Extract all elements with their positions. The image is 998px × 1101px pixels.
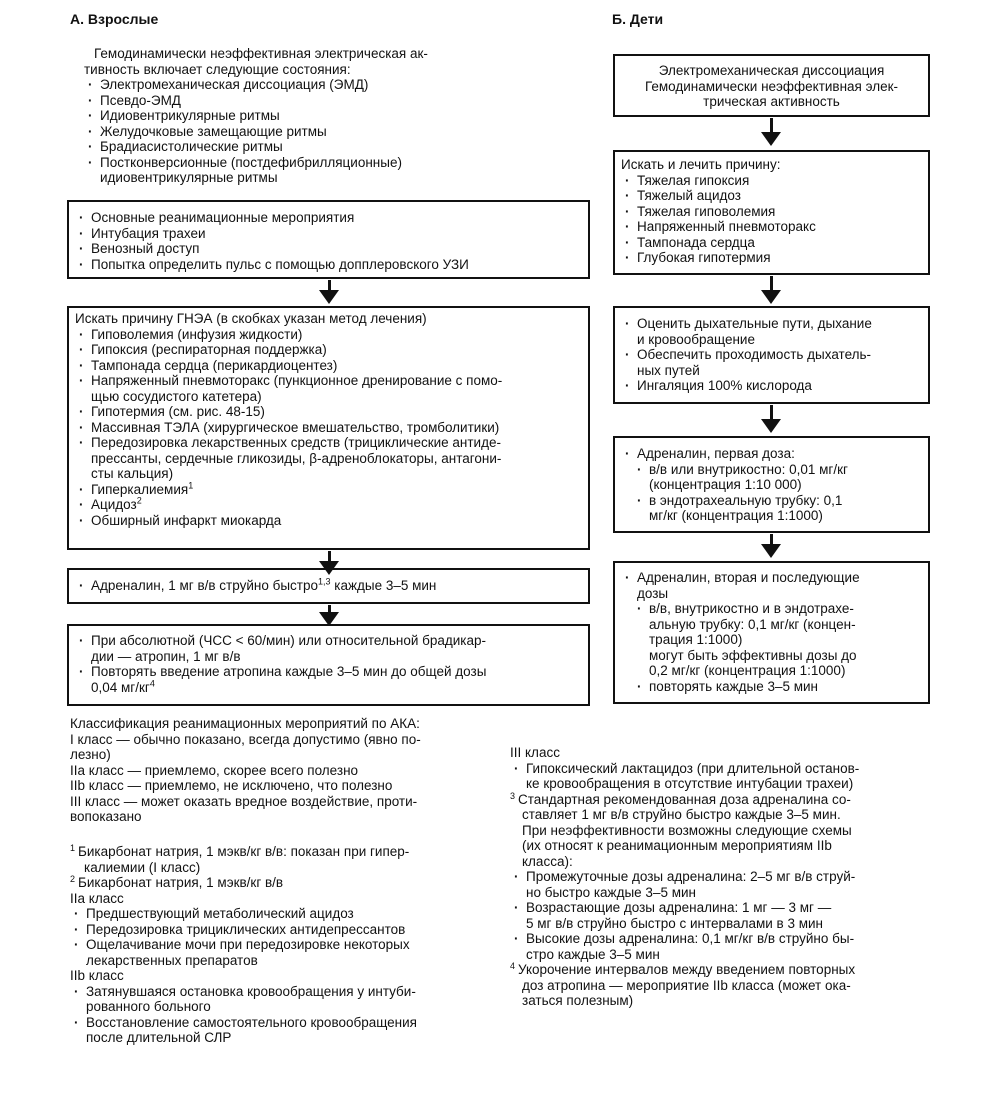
box-title: Искать причину ГНЭА (в скобках указан метод лечения): [75, 311, 427, 326]
sub-item-continuation: трация 1:1000): [649, 632, 743, 647]
aha-classification: [70, 716, 421, 825]
footnote-ref: 4: [149, 678, 155, 688]
sub-item-continuation: 0,2 мг/кг (концентрация 1:1000): [649, 663, 846, 678]
sub-item-continuation: могут быть эффективны дозы до: [649, 647, 857, 663]
classification-line: IIb класс — приемлемо, не исключено, что полезно: [70, 778, 393, 793]
adults-box-adrenaline: [67, 568, 590, 604]
classification-line: вопоказано: [70, 809, 142, 824]
class-item-continuation: после длительной СЛР: [86, 1030, 232, 1045]
scheme-item-continuation: стро каждые 3–5 мин: [526, 946, 660, 962]
footnote-continuation: доз атропина — мероприятие IIb класса (может ока-: [522, 977, 851, 993]
cause-item: · Тяжелый ацидоз: [621, 188, 922, 204]
classification-line: I класс — обычно показано, всегда допустимо (явно по-: [70, 731, 421, 747]
classification-line: Классификация реанимационных мероприятий по АКА:: [70, 716, 420, 731]
cause-item: · Напряженный пневмоторакс: [621, 219, 922, 235]
class-item: · Ощелачивание мочи при передозировке некоторых: [70, 937, 417, 953]
children-heading: Б. Дети: [612, 11, 664, 27]
footnote-2: [70, 875, 417, 891]
footnote-mark: 4: [510, 961, 516, 971]
box-item: · Основные реанимационные мероприятия: [75, 210, 582, 226]
children-box-airway: [613, 306, 930, 404]
footnote-3: [510, 792, 859, 808]
scheme-item: · Возрастающие дозы адреналина: 1 мг — 3 мг —: [510, 900, 859, 916]
adults-box-basic-measures: [67, 200, 590, 279]
cause-item: · Тяжелая гиповолемия: [621, 204, 922, 220]
class-item: · Передозировка трициклических антидепрессантов: [70, 922, 417, 938]
intro-item: · Постконверсионные (постдефибрилляционные): [84, 155, 428, 171]
adults-intro: [84, 46, 428, 186]
cause-text: Гиперкалиемия: [91, 481, 189, 497]
footnote-continuation: класса):: [522, 853, 573, 869]
class-heading: IIb класс: [70, 968, 124, 983]
footnote-text: Укорочение интервалов между введением повторных: [518, 962, 856, 977]
footnote-mark: 3: [510, 790, 516, 801]
box-item: · При абсолютной (ЧСС < 60/мин) или относительной брадикар-: [75, 633, 582, 649]
adults-box-atropine: [67, 624, 590, 706]
cause-item: · Глубокая гипотермия: [621, 250, 922, 266]
scheme-item: · Промежуточные дозы адреналина: 2–5 мг в/в струй-: [510, 869, 859, 885]
box-item: · Обеспечить проходимость дыхатель-: [621, 347, 922, 363]
cause-item-continuation: прессанты, сердечные гликозиды, β-адреноблокаторы, антагони-: [91, 450, 502, 466]
box-item: · Адреналин, первая доза:: [621, 446, 922, 462]
cause-item: [75, 497, 582, 513]
class-item-continuation: ке кровообращения в отсутствие интубации трахеи): [526, 776, 854, 791]
box-item: [75, 578, 582, 594]
sub-item: · в/в или внутрикостно: 0,01 мг/кг: [621, 462, 922, 478]
footnote-mark: 2: [70, 874, 76, 884]
classification-line: лезно): [70, 747, 111, 762]
box-item-continuation: [75, 680, 582, 696]
cause-item: [75, 482, 582, 498]
class-item: · Восстановление самостоятельного кровообращения: [70, 1015, 417, 1031]
sub-item-continuation: (концентрация 1:10 000): [649, 477, 802, 492]
box-item-continuation: ных путей: [637, 362, 700, 378]
footnote-1: [70, 844, 417, 860]
cause-item: · Тяжелая гипоксия: [621, 173, 922, 189]
intro-item: · Электромеханическая диссоциация (ЭМД): [84, 77, 428, 93]
cause-item-continuation: щью сосудистого катетера): [91, 388, 262, 404]
footnote-continuation: ставляет 1 мг в/в струйно быстро каждые 3–5 мин.: [522, 807, 841, 822]
cause-item: · Тампонада сердца: [621, 235, 922, 251]
intro-item: · Псевдо-ЭМД: [84, 93, 428, 109]
cause-item: · Гипотермия (см. рис. 48-15): [75, 404, 582, 420]
box-item-continuation: и кровообращение: [637, 331, 755, 347]
box-line: трическая активность: [703, 94, 840, 109]
intro-item: · Желудочковые замещающие ритмы: [84, 124, 428, 140]
scheme-item: · Высокие дозы адреналина: 0,1 мг/кг в/в струйно бы-: [510, 931, 859, 947]
box-item: · Попытка определить пульс с помощью допплеровского УЗИ: [75, 257, 582, 273]
cause-item: · Напряженный пневмоторакс (пункционное дренирование с помо-: [75, 373, 582, 389]
children-box-first-dose: [613, 436, 930, 533]
adults-box-causes: [67, 306, 590, 550]
footnote-ref: 2: [136, 495, 142, 506]
cause-item-continuation: сты кальция): [91, 466, 174, 481]
children-notes: [510, 745, 859, 1009]
sub-item: · в/в, внутрикостно и в эндотрахе-: [621, 601, 922, 617]
box-line: Гемодинамически неэффективная элек-: [644, 78, 899, 94]
box-item: · Интубация трахеи: [75, 226, 582, 242]
box-item-continuation: дозы: [637, 585, 669, 601]
box-title: Искать и лечить причину:: [621, 157, 781, 172]
class-item: · Затянувшаяся остановка кровообращения у интуби-: [70, 984, 417, 1000]
box-item: · Оценить дыхательные пути, дыхание: [621, 316, 922, 332]
intro-line: Гемодинамически неэффективная электрическая ак-: [94, 46, 428, 61]
cause-item: · Обширный инфаркт миокарда: [75, 513, 582, 529]
intro-item: · Брадиасистолические ритмы: [84, 139, 428, 155]
footnote-continuation: При неэффективности возможны следующие схемы: [522, 822, 852, 838]
footnote-text: Стандартная рекомендованная доза адреналина со-: [518, 791, 851, 807]
cause-item: · Передозировка лекарственных средств (трициклические антиде-: [75, 435, 582, 451]
footnote-continuation: (их относят к реанимационным мероприятиям IIb: [522, 838, 832, 853]
box-item: · Венозный доступ: [75, 241, 582, 257]
box-line: Электромеханическая диссоциация: [658, 63, 885, 78]
intro-item-continuation: идиовентрикулярные ритмы: [100, 170, 278, 185]
box-item-continuation: дии — атропин, 1 мг в/в: [91, 648, 241, 664]
cause-item: · Гипоксия (респираторная поддержка): [75, 342, 582, 358]
class-heading: III класс: [510, 745, 560, 760]
adults-footnotes: [70, 844, 417, 1046]
sub-item: · в эндотрахеальную трубку: 0,1: [621, 493, 922, 509]
class-item: · Гипоксический лактацидоз (при длительной останов-: [510, 761, 859, 777]
footnote-text: Бикарбонат натрия, 1 мэкв/кг в/в: [78, 875, 284, 890]
footnote-text: Бикарбонат натрия, 1 мэкв/кг в/в: показан при гипер-: [78, 844, 410, 859]
box-item: · Повторять введение атропина каждые 3–5 мин до общей дозы: [75, 664, 582, 680]
class-item-continuation: рованного больного: [86, 999, 211, 1014]
footnote-4: [510, 962, 859, 978]
classification-line: III класс — может оказать вредное воздействие, проти-: [70, 793, 418, 809]
footnote-mark: 1: [70, 843, 76, 853]
footnote-continuation: калиемии (I класс): [84, 859, 201, 875]
box-item: · Адреналин, вторая и последующие: [621, 570, 922, 586]
cause-item: · Массивная ТЭЛА (хирургическое вмешательство, тромболитики): [75, 420, 582, 436]
classification-line: IIa класс — приемлемо, скорее всего полезно: [70, 762, 359, 778]
class-heading: IIa класс: [70, 890, 124, 906]
footnote-continuation: заться полезным): [522, 993, 634, 1008]
sub-item: · повторять каждые 3–5 мин: [621, 679, 922, 695]
intro-item: · Идиовентрикулярные ритмы: [84, 108, 428, 124]
cause-item: · Гиповолемия (инфузия жидкости): [75, 327, 582, 343]
dose-text: каждые 3–5 мин: [330, 578, 437, 593]
children-box-causes: [613, 150, 930, 275]
sub-item-continuation: альную трубку: 0,1 мг/кг (концен-: [649, 616, 856, 632]
class-item-continuation: лекарственных препаратов: [86, 952, 258, 968]
dose-text: 0,04 мг/кг: [91, 679, 150, 695]
cause-text: Ацидоз: [91, 497, 137, 512]
sub-item-continuation: мг/кг (концентрация 1:1000): [649, 508, 823, 523]
adults-heading: А. Взрослые: [70, 11, 159, 27]
footnote-ref: 1: [188, 480, 194, 490]
class-item: · Предшествующий метаболический ацидоз: [70, 906, 417, 922]
children-box-subsequent-doses: [613, 561, 930, 704]
box-item: · Ингаляция 100% кислорода: [621, 378, 922, 394]
intro-line: тивность включает следующие состояния:: [84, 61, 351, 77]
cause-item: · Тампонада сердца (перикардиоцентез): [75, 358, 582, 374]
dose-text: Адреналин, 1 мг в/в струйно быстро: [91, 578, 318, 593]
scheme-item-continuation: 5 мг в/в струйно быстро с интервалами в 3 мин: [526, 915, 823, 931]
scheme-item-continuation: но быстро каждые 3–5 мин: [526, 884, 696, 900]
footnote-ref: 1,3: [317, 576, 331, 587]
children-box-emd: [613, 54, 930, 117]
